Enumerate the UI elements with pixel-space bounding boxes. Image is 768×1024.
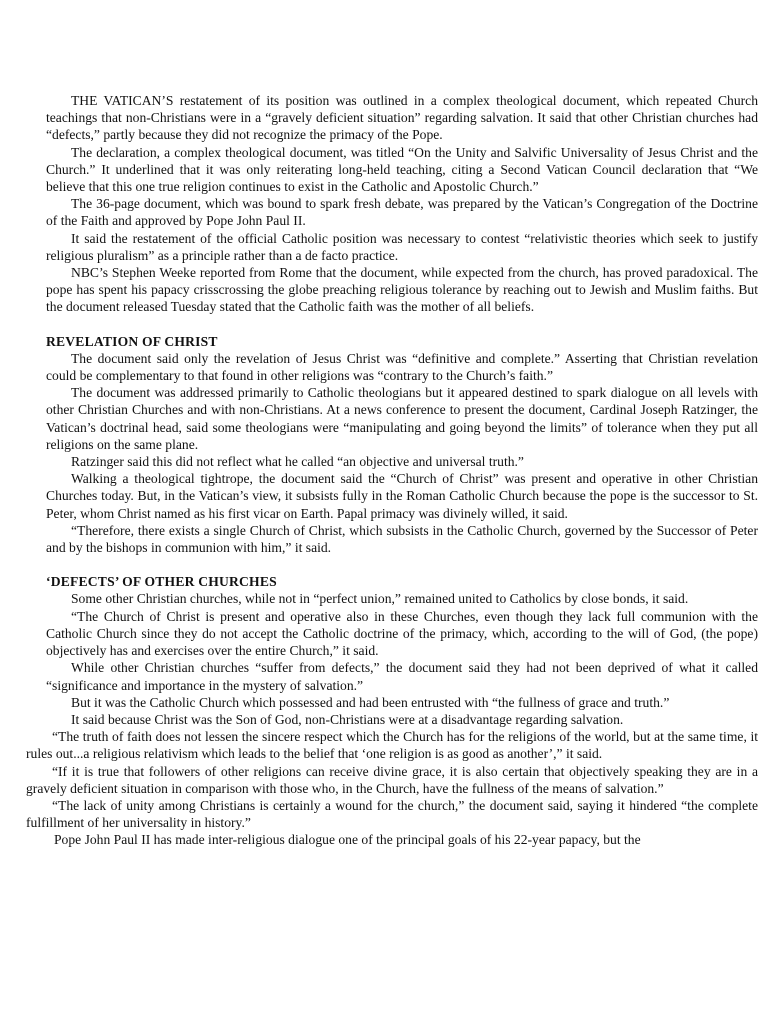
revelation-paragraph-5: “Therefore, there exists a single Church of Christ, which subsists in the Catholic Church, governed by the Successor of Peter and by the bishops in communion with him,” it said. xyxy=(46,522,758,556)
revelation-paragraph-2: The document was addressed primarily to Catholic theologians but it appeared destined to spark dialogue on all levels with other Christian Churches and with non-Christians. At a news conference to present the document, Cardinal Joseph Ratzinger, the Vatican’s doctrinal head, said some theologians were “manipulating and going beyond the limits” of tolerance when they put all religions on the same plane. xyxy=(46,385,758,452)
defects-paragraph-3: While other Christian churches “suffer from defects,” the document said they had not been deprived of what it called “significance and importance in the mystery of salvation.” xyxy=(46,660,758,693)
defects-paragraph-5: It said because Christ was the Son of God, non-Christians were at a disadvantage regarding salvation. xyxy=(71,711,624,727)
defects-quote-paragraph-2: “If it is true that followers of other religions can receive divine grace, it is also certain that objectively speaking they are in a gravely deficient situation in comparison with those who, in the Church, have the fullness of the means of salvation.” xyxy=(26,763,758,796)
defects-paragraph-2: “The Church of Christ is present and operative also in these Churches, even though they lack full communion with the Catholic Church since they do not accept the Catholic doctrine of the primacy, which, according to the will of God, (the pope) objectively has and exercises over the entire Church,” it said. xyxy=(46,608,758,659)
intro-paragraph-3: The 36-page document, which was bound to spark fresh debate, was prepared by the Vatican’s Congregation of the Doctrine of the Faith and approved by Pope John Paul II. xyxy=(46,196,758,229)
intro-paragraph-4: It said the restatement of the official Catholic position was necessary to contest “relativistic theories which seek to justify religious pluralism” as a principle rather than a de facto practice. xyxy=(46,230,758,263)
section-heading-revelation: REVELATION OF CHRIST xyxy=(46,333,218,349)
document-page xyxy=(26,92,758,849)
defects-quote-paragraph-1: “The truth of faith does not lessen the sincere respect which the Church has for the religions of the world, but at the same time, it rules out...a religious relativism which leads to the belief that ‘one religion is as good as another’,” it said. xyxy=(26,729,758,762)
intro-paragraph-5: NBC’s Stephen Weeke reported from Rome that the document, while expected from the church, has proved paradoxical. The pope has spent his papacy crisscrossing the globe preaching religious tolerance by reaching out to Jewish and Muslim faiths. But the document released Tuesday stated that the Catholic faith was the mother of all beliefs. xyxy=(46,265,758,315)
intro-paragraph-2: The declaration, a complex theological document, was titled “On the Unity and Salvific Universality of Jesus Christ and the Church.” It underlined that it was only reiterating long-held teaching, citing a Second Vatican Council declaration that “We believe that this one true religion continues to exist in the Catholic and Apostolic Church.” xyxy=(46,144,758,195)
defects-paragraph-1: Some other Christian churches, while not in “perfect union,” remained united to Catholics by close bonds, it said. xyxy=(71,591,689,607)
closing-paragraph: Pope John Paul II has made inter-religious dialogue one of the principal goals of his 22-year papacy, but the xyxy=(54,832,641,848)
revelation-paragraph-3: Ratzinger said this did not reflect what he called “an objective and universal truth.” xyxy=(71,454,524,470)
defects-paragraph-4: But it was the Catholic Church which possessed and had been entrusted with “the fullness of grace and truth.” xyxy=(71,694,670,710)
revelation-paragraph-1: The document said only the revelation of Jesus Christ was “definitive and complete.” Asserting that Christian revelation could be complementary to that found in other religions was “contrary to the Church’s faith.” xyxy=(46,350,758,384)
section-heading-defects: ‘DEFECTS’ OF OTHER CHURCHES xyxy=(46,574,277,590)
intro-paragraph-1: THE VATICAN’S restatement of its position was outlined in a complex theological document, which repeated Church teachings that non-Christians were in a “gravely deficient situation” regarding salvation. It said that other Christian churches had “defects,” partly because they did not recognize the primacy of the Pope. xyxy=(46,93,758,143)
section-spacer xyxy=(46,556,758,573)
defects-quote-paragraph-3: “The lack of unity among Christians is certainly a wound for the church,” the document said, saying it hindered “the complete fulfillment of her universality in history.” xyxy=(26,797,758,831)
section-spacer xyxy=(46,316,758,333)
revelation-paragraph-4: Walking a theological tightrope, the document said the “Church of Christ” was present and operative in other Christian Churches today. But, in the Vatican’s view, it subsists fully in the Roman Catholic Church because the pope is the successor to St. Peter, whom Christ named as his first vicar on Earth. Papal primacy was divinely willed, it said. xyxy=(46,471,758,521)
